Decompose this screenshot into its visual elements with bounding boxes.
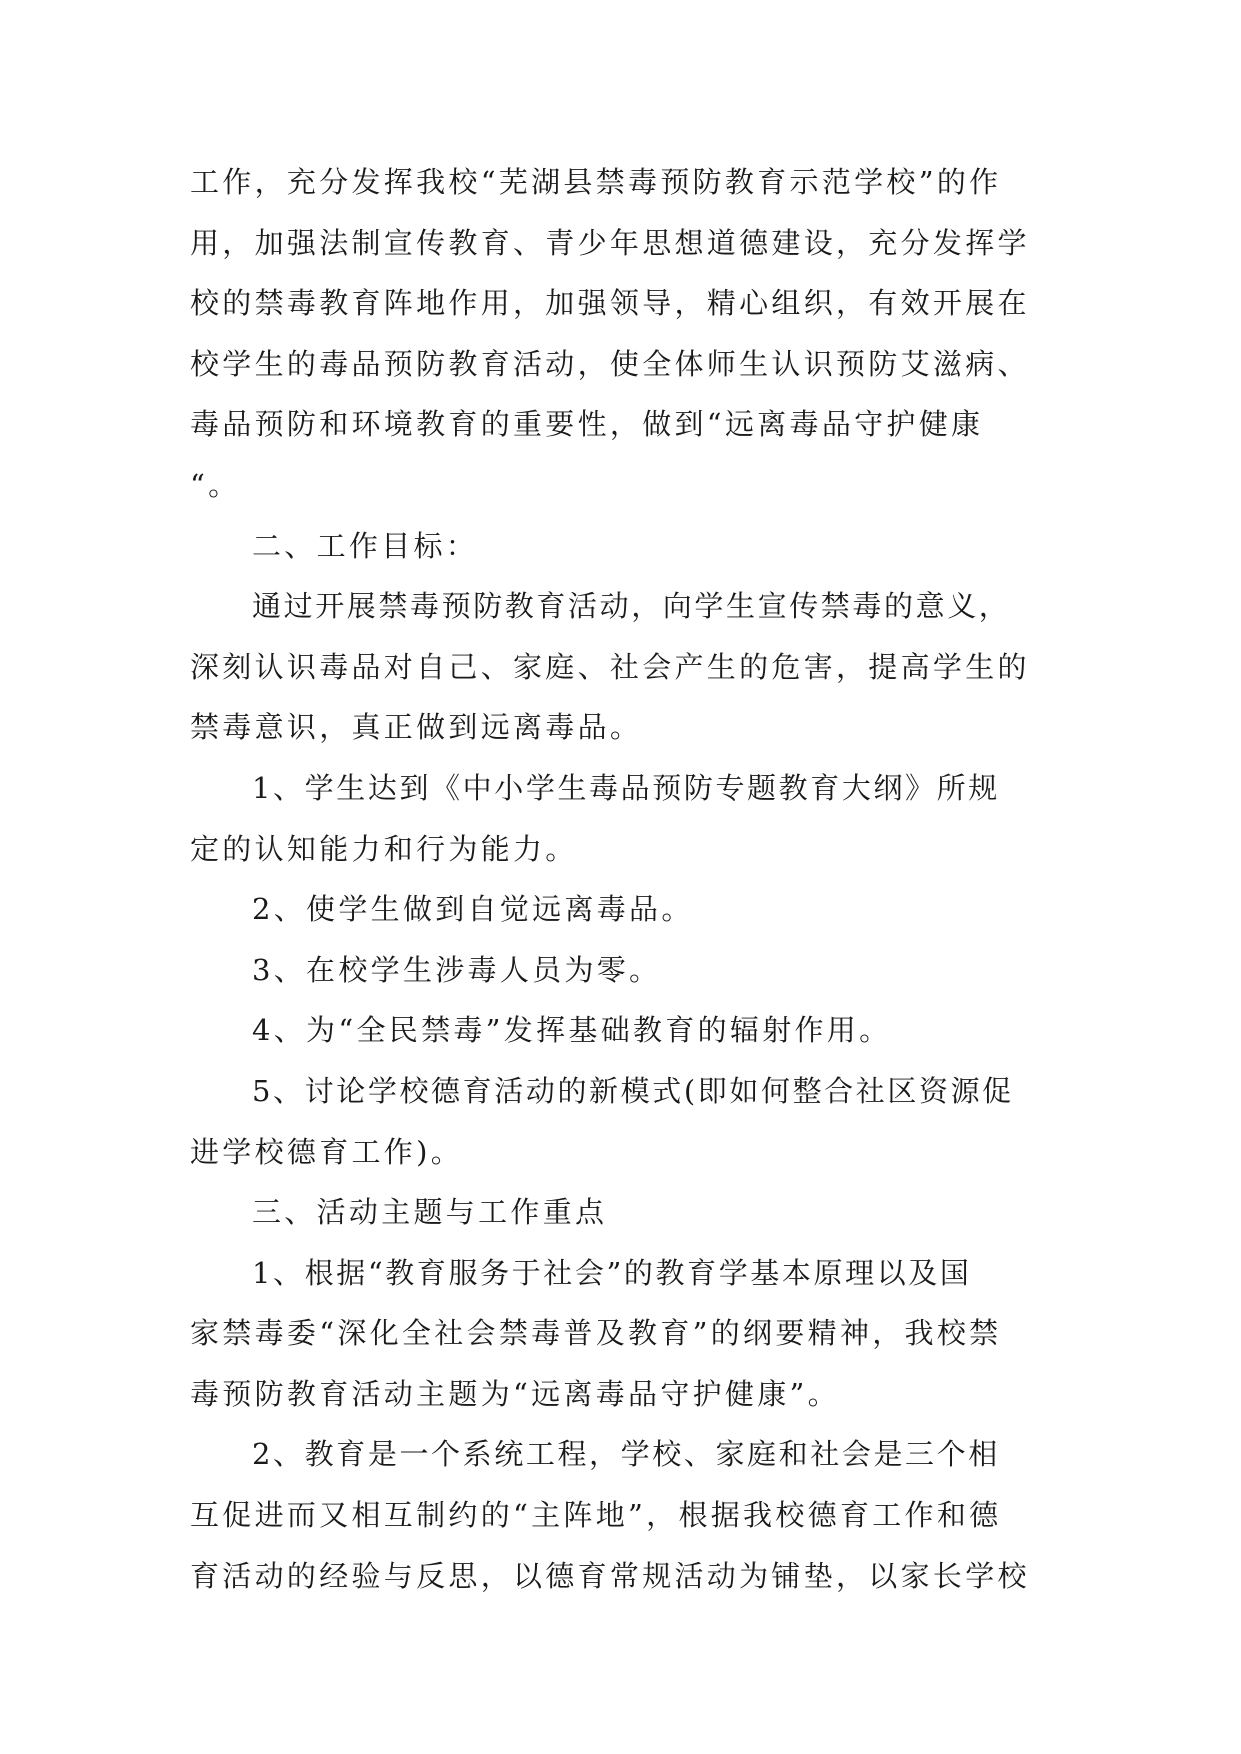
paragraph-line: “。 xyxy=(190,467,241,502)
list-item: 2、教育是一个系统工程，学校、家庭和社会是三个相 xyxy=(252,1437,1000,1472)
list-item: 3、在校学生涉毒人员为零。 xyxy=(252,952,662,987)
paragraph-line: 毒预防教育活动主题为“远离毒品守护健康”。 xyxy=(190,1376,840,1411)
section-heading-goals: 二、工作目标： xyxy=(252,528,479,563)
paragraph-line: 工作，充分发挥我校“芜湖县禁毒预防教育示范学校”的作 xyxy=(190,165,1002,199)
list-item: 4、为“全民禁毒”发挥基础教育的辐射作用。 xyxy=(252,1013,892,1048)
paragraph-line: 通过开展禁毒预防教育活动，向学生宣传禁毒的意义， xyxy=(252,589,1011,624)
body-text xyxy=(190,152,1060,1606)
list-item: 1、学生达到《中小学生毒品预防专题教育大纲》所规 xyxy=(252,770,1000,805)
section-heading-themes: 三、活动主题与工作重点 xyxy=(252,1195,608,1230)
paragraph-line: 用，加强法制宣传教育、青少年思想道德建设，充分发挥学 xyxy=(190,225,1030,260)
list-item: 2、使学生做到自觉远离毒品。 xyxy=(252,892,694,927)
paragraph-line: 定的认知能力和行为能力。 xyxy=(190,831,578,866)
paragraph-line: 校的禁毒教育阵地作用，加强领导，精心组织，有效开展在 xyxy=(190,286,1030,321)
paragraph-line: 校学生的毒品预防教育活动，使全体师生认识预防艾滋病、 xyxy=(190,346,1030,381)
paragraph-line: 互促进而又相互制约的“主阵地”，根据我校德育工作和德 xyxy=(190,1498,1002,1533)
list-item: 5、讨论学校德育活动的新模式(即如何整合社区资源促 xyxy=(252,1073,1014,1108)
list-item: 1、根据“教育服务于社会”的教育学基本原理以及国 xyxy=(252,1255,972,1290)
paragraph-line: 禁毒意识，真正做到远离毒品。 xyxy=(190,710,643,745)
paragraph-line: 毒品预防和环境教育的重要性，做到“远离毒品守护健康 xyxy=(190,407,984,442)
paragraph-line: 进学校德育工作)。 xyxy=(190,1134,464,1169)
paragraph-line: 深刻认识毒品对自己、家庭、社会产生的危害，提高学生的 xyxy=(190,649,1030,684)
paragraph-line: 家禁毒委“深化全社会禁毒普及教育”的纲要精神，我校禁 xyxy=(190,1316,1002,1351)
paragraph-line: 育活动的经验与反思，以德育常规活动为铺垫，以家长学校 xyxy=(190,1558,1030,1593)
